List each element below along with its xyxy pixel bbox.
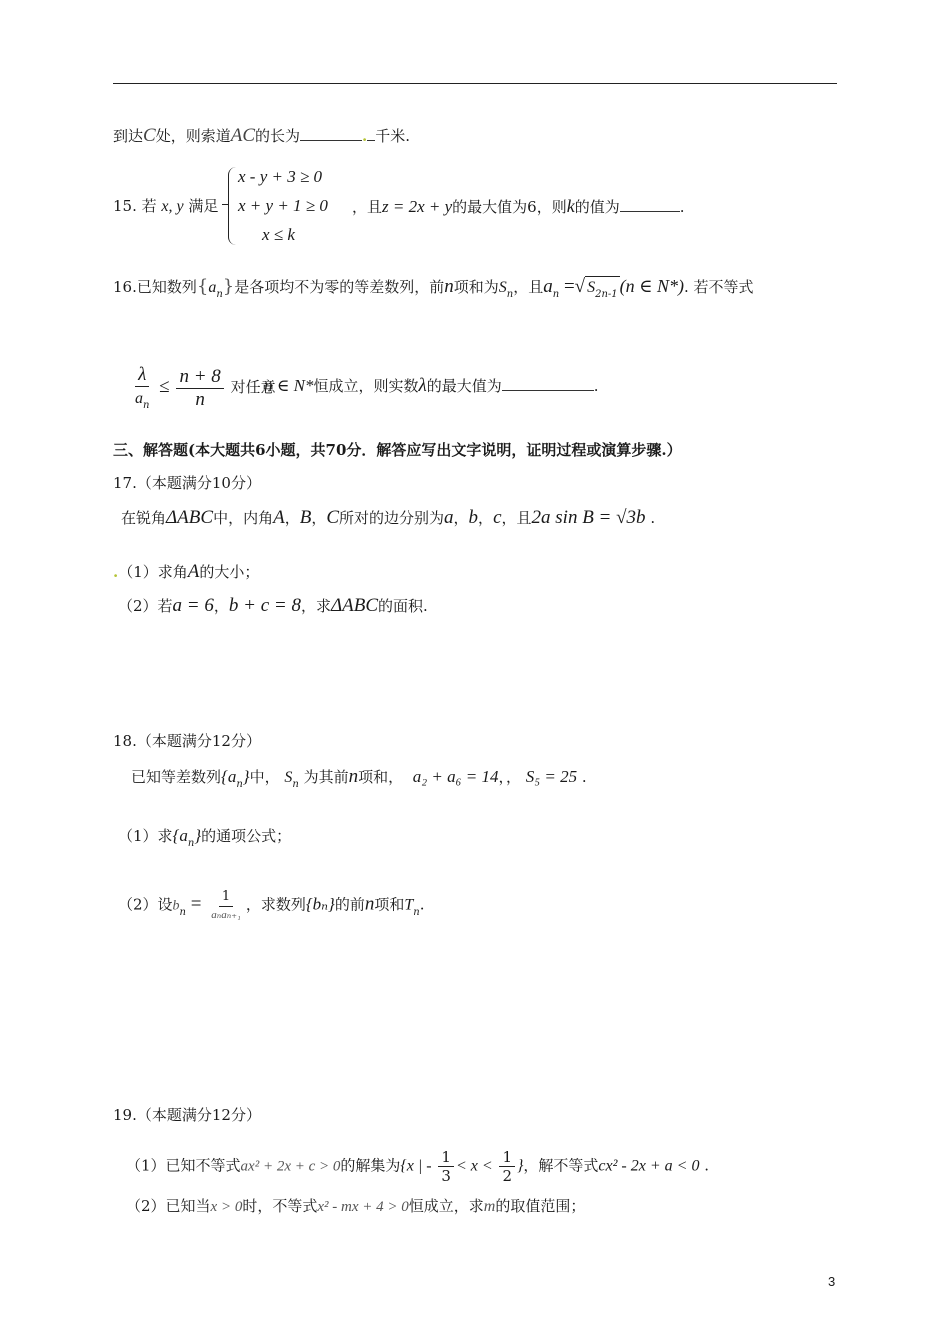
system-brace	[228, 167, 237, 245]
q15-constraint-3: x ≤ k	[262, 225, 295, 244]
q15-constraint-1: x - y + 3 ≥ 0	[238, 167, 323, 186]
q19-head: 19.（本题满分12分）	[113, 1106, 261, 1124]
q18-part1: （1）求$\{a_n\}$的通项公式；	[118, 826, 292, 849]
q17-part2: （2）若a = 6，b + c = 8，求ΔABC的面积.	[118, 595, 428, 616]
answer-blank-16	[502, 376, 594, 391]
q17-head: 17.（本题满分10分）	[113, 474, 261, 492]
q15-constraint-2: x + y + 1 ≥ 0	[238, 196, 328, 215]
section-heading: 三、解答题(本大题共6小题，共70分．解答应写出文字说明，证明过程或演算步骤.）	[113, 441, 682, 459]
q18-head: 18.（本题满分12分）	[113, 732, 261, 750]
header-rule	[113, 83, 837, 84]
q19-part1: （1）已知不等式ax² + 2x + c > 0的解集为{x | - $\frac{1}{3}$ < x < $\frac{1}{2}$ }，解不等式cx² - 2x + a < 0 .	[126, 1148, 709, 1185]
bn-fraction: $\frac{1}{\text{aₙaₙ₊₁}}$	[211, 889, 241, 921]
q15-rest: ，且z = 2x + y的最大值为6，则k的值为 .	[352, 196, 685, 216]
q18-stem: 已知等差数列$\{a_n\}$中， $S_n$ 为其前n项和， a₂ + a₆ = 14，， S₅ = 25 .	[131, 766, 587, 790]
q16-stem: 16.已知数列$\{a_n\}$是各项均不为零的等差数列，前n项和为$S_n$，且$a_n$ =√ $S_{2n-1}$ (n ∈ N*). 若不等式	[113, 276, 754, 300]
q17-stem: 在锐角ΔABC中，内角A，B，C所对的边分别为a，b，c，且2a sin B = √3b .	[121, 507, 656, 528]
answer-blank-14	[300, 126, 362, 141]
q18-part2: （2）设$b_n$ = $\frac{1}{\text{aₙaₙ₊₁}}$ ，求数列{bₙ}的前n项和$T_n$.	[118, 889, 425, 921]
q16-inequality: $\frac{\lambda}{a_n}$ ≤ $\frac{n + 8}{n}$ 对任意	[130, 364, 276, 412]
q15-stem: 15. 若 x, y 满足	[113, 197, 219, 215]
page-number: 3	[828, 1274, 836, 1289]
n8-over-n: $\frac{n + 8}{n}$	[176, 366, 223, 411]
q14-tail: 到达C处，则索道AC的长为 . 千米.	[113, 125, 411, 146]
answer-blank-15	[620, 197, 680, 212]
lambda-over-an: $\frac{\lambda}{a_n}$	[135, 364, 150, 411]
q19-part2: （2）已知当x > 0时，不等式x² - mx + 4 > 0恒成立，求m的取值范围；	[126, 1197, 586, 1215]
q17-part1: .（1）求角A的大小；	[113, 561, 260, 582]
